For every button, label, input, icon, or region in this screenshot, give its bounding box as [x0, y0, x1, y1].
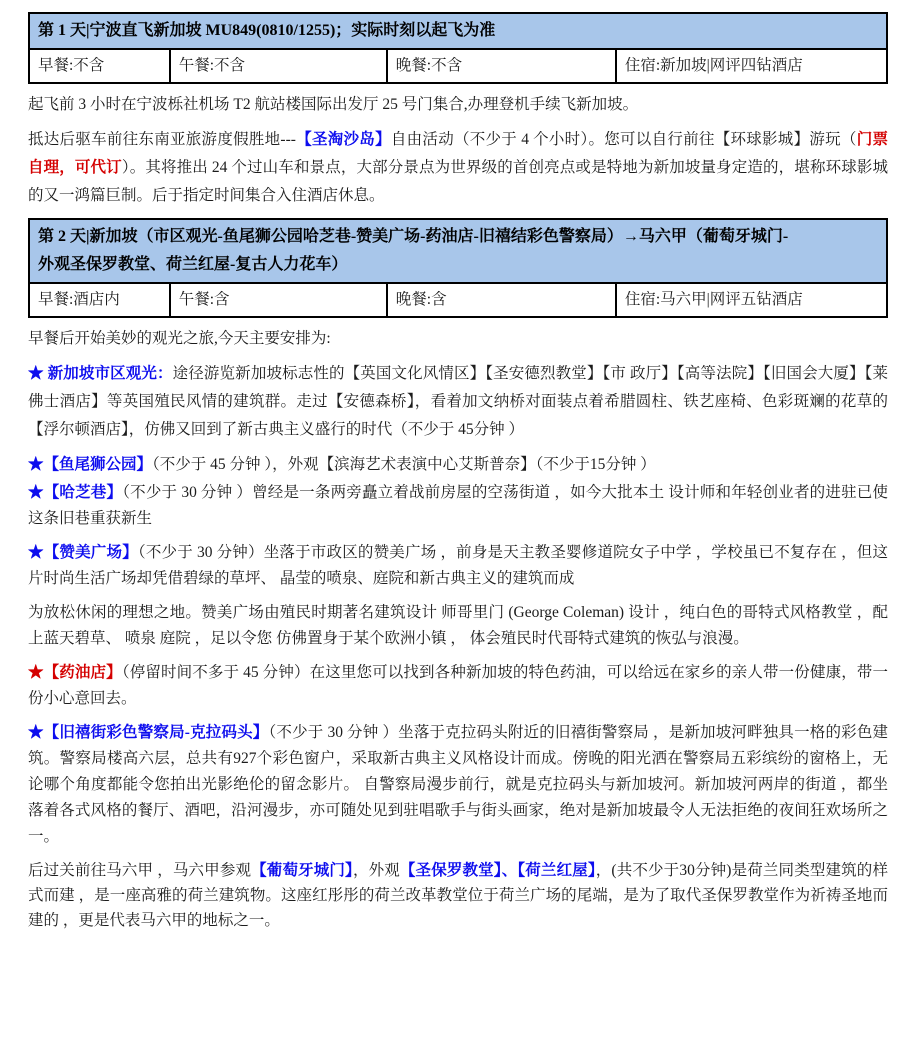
day1-title: 第 1 天|宁波直飞新加坡 MU849(0810/1255)；实际时刻以起飞为准: [38, 22, 496, 39]
chijmes-body: （不少于 30 分钟）坐落于市政区的赞美广场 ，前身是天主教圣婴修道院女子中学 ，学校虽已不复存在 ，但这片时尚生活广场却凭借碧绿的草坪、 晶莹的喷泉、庭院和新古典主义的建筑而成: [28, 544, 888, 587]
merlion-title: ★【鱼尾狮公园】: [28, 456, 153, 473]
malacca-paragraph: [28, 858, 888, 933]
police-station-title: ★【旧禧街彩色警察局-克拉码头】: [28, 724, 269, 741]
day2-dinner-cell: 晚餐:含: [387, 283, 616, 317]
malacca-text-2: ，外观: [352, 862, 400, 879]
day2-header-cell: [29, 219, 887, 283]
city-tour-paragraph: [28, 360, 888, 444]
chijmes-title: ★【赞美广场】: [28, 544, 138, 561]
chijmes-paragraph: [28, 540, 888, 592]
sentosa-text-3: ）。其将推出 24 个过山车和景点，大部分景点为世界级的首创亮点或是特地为新加坡量身定造的，堪称环球影城的又一鸿篇巨制。后于指定时间集合入住酒店休息。: [28, 159, 888, 204]
day1-dinner-cell: 晚餐:不含: [387, 49, 616, 83]
day1-table: [28, 12, 888, 84]
day2-lunch-cell: 午餐:含: [170, 283, 387, 317]
oil-shop-paragraph: [28, 660, 888, 712]
day1-breakfast-cell: 早餐:不含: [29, 49, 170, 83]
day2-title-line1: 第 2 天|新加坡（市区观光-鱼尾狮公园哈芝巷-赞美广场-药油店-旧禧结彩色警察局）→马六甲（葡萄牙城门-: [38, 228, 789, 245]
haji-lane-title: ★【哈芝巷】: [28, 484, 123, 501]
city-tour-title: ★ 新加坡市区观光：: [28, 365, 173, 382]
day2-breakfast-cell: 早餐:酒店内: [29, 283, 170, 317]
police-station-body: （不少于 30 分钟 ）坐落于克拉码头附近的旧禧街警察局 ，是新加坡河畔独具一格的彩色建筑。警察局楼高六层，总共有927个彩色窗户，采取新古典主义风格设计而成。傍晚的阳光洒在警察局五彩缤纷的窗格上，无论哪个角度都能令您拍出光影绝伦的留念影片。 自警察局漫步前行，就是克拉码头与新加坡河。新加坡河两岸的街道 ，都坐落着各式风格的餐厅、酒吧，沿河漫步，亦可随处见到驻唱歌手与街头画家，绝对是新加坡最令人无法拒绝的夜间狂欢场所之一。: [28, 724, 888, 845]
sentosa-island-highlight: 【圣淘沙岛】: [295, 131, 391, 148]
day2-title-line2: 外观圣保罗教堂、荷兰红屋-复古人力花车）: [38, 256, 348, 273]
day2-header-row: [29, 219, 887, 283]
haji-lane-paragraph: [28, 480, 888, 532]
sentosa-text: 抵达后驱车前往东南亚旅游度假胜地---: [28, 131, 296, 148]
porta-de-santiago-highlight: 【葡萄牙城门】: [251, 862, 353, 879]
city-tour-body: 途径游览新加坡标志性的【英国文化风情区】【圣安德烈教堂】【市 政厅】【高等法院】【旧国会大厦】【莱佛士酒店】等英国殖民风情的建筑群。走过【安德森桥】，看着加文纳桥对面装点着希腊圆柱、铁艺座椅、色彩斑斓的花草的【浮尔顿酒店】，仿佛又回到了新古典主义盛行的时代（不少于 45分钟 ）: [28, 365, 888, 438]
day1-lunch-cell: 午餐:不含: [170, 49, 387, 83]
malacca-text: 后过关前往马六甲 ，马六甲参观: [28, 862, 252, 879]
merlion-body: （不少于 45 分钟 ），外观【滨海艺术表演中心艾斯普奈】（不少于15分钟 ）: [152, 456, 656, 473]
oil-shop-title: ★【药油店】: [28, 664, 122, 681]
day1-sentosa-paragraph: [28, 126, 888, 210]
day1-header-row: [29, 13, 887, 49]
day2-table: [28, 218, 888, 318]
st-paul-church-highlight: 【圣保罗教堂】、【荷兰红屋】: [399, 862, 596, 879]
day1-hotel-cell: 住宿:新加坡|网评四钻酒店: [616, 49, 887, 83]
day2-intro-paragraph: 早餐后开始美妙的观光之旅,今天主要安排为:: [28, 330, 331, 347]
sentosa-text-2: 自由活动（不少于 4 个小时）。您可以自行前往【环球影城】游玩（: [390, 131, 857, 148]
police-station-paragraph: [28, 720, 888, 850]
day1-meal-row: [29, 49, 887, 83]
chijmes-continued-paragraph: 为放松休闲的理想之地。赞美广场由殖民时期著名建筑设计 师哥里门 (George Coleman) 设计 ，纯白色的哥特式风格教堂 ，配上蓝天碧草、 喷泉 庭院 ，足以令您 仿佛置身于某个欧洲小镇 ， 体会殖民时代哥特式建筑的恢弘与浪漫。: [28, 604, 888, 647]
day1-header-cell: [29, 13, 887, 49]
merlion-paragraph: [28, 452, 888, 478]
haji-lane-body: （不少于 30 分钟 ）曾经是一条两旁矗立着战前房屋的空荡街道 ，如今大批本土 设计师和年轻创业者的进驻已使这条旧巷重获新生: [28, 484, 888, 527]
day2-meal-row: [29, 283, 887, 317]
day2-hotel-cell: 住宿:马六甲|网评五钻酒店: [616, 283, 887, 317]
ticket-self-pay-highlight: 门票自理，可代订: [28, 131, 888, 176]
day1-checkin-paragraph: 起飞前 3 小时在宁波栎社机场 T2 航站楼国际出发厅 25 号门集合,办理登机手续飞新加坡。: [28, 96, 639, 113]
malacca-text-3: ，(共不少于30分钟)是荷兰同类型建筑的样式而建 ，是一座高雅的荷兰建筑物。这座红彤彤的荷兰改革教堂位于荷兰广场的尾端，是为了取代圣保罗教堂作为祈祷圣地而建的 ，更是代表马六甲的地标之一。: [28, 862, 888, 929]
oil-shop-body: （停留时间不多于 45 分钟）在这里您可以找到各种新加坡的特色药油，可以给远在家乡的亲人带一份健康，带一份小心意回去。: [28, 664, 888, 707]
